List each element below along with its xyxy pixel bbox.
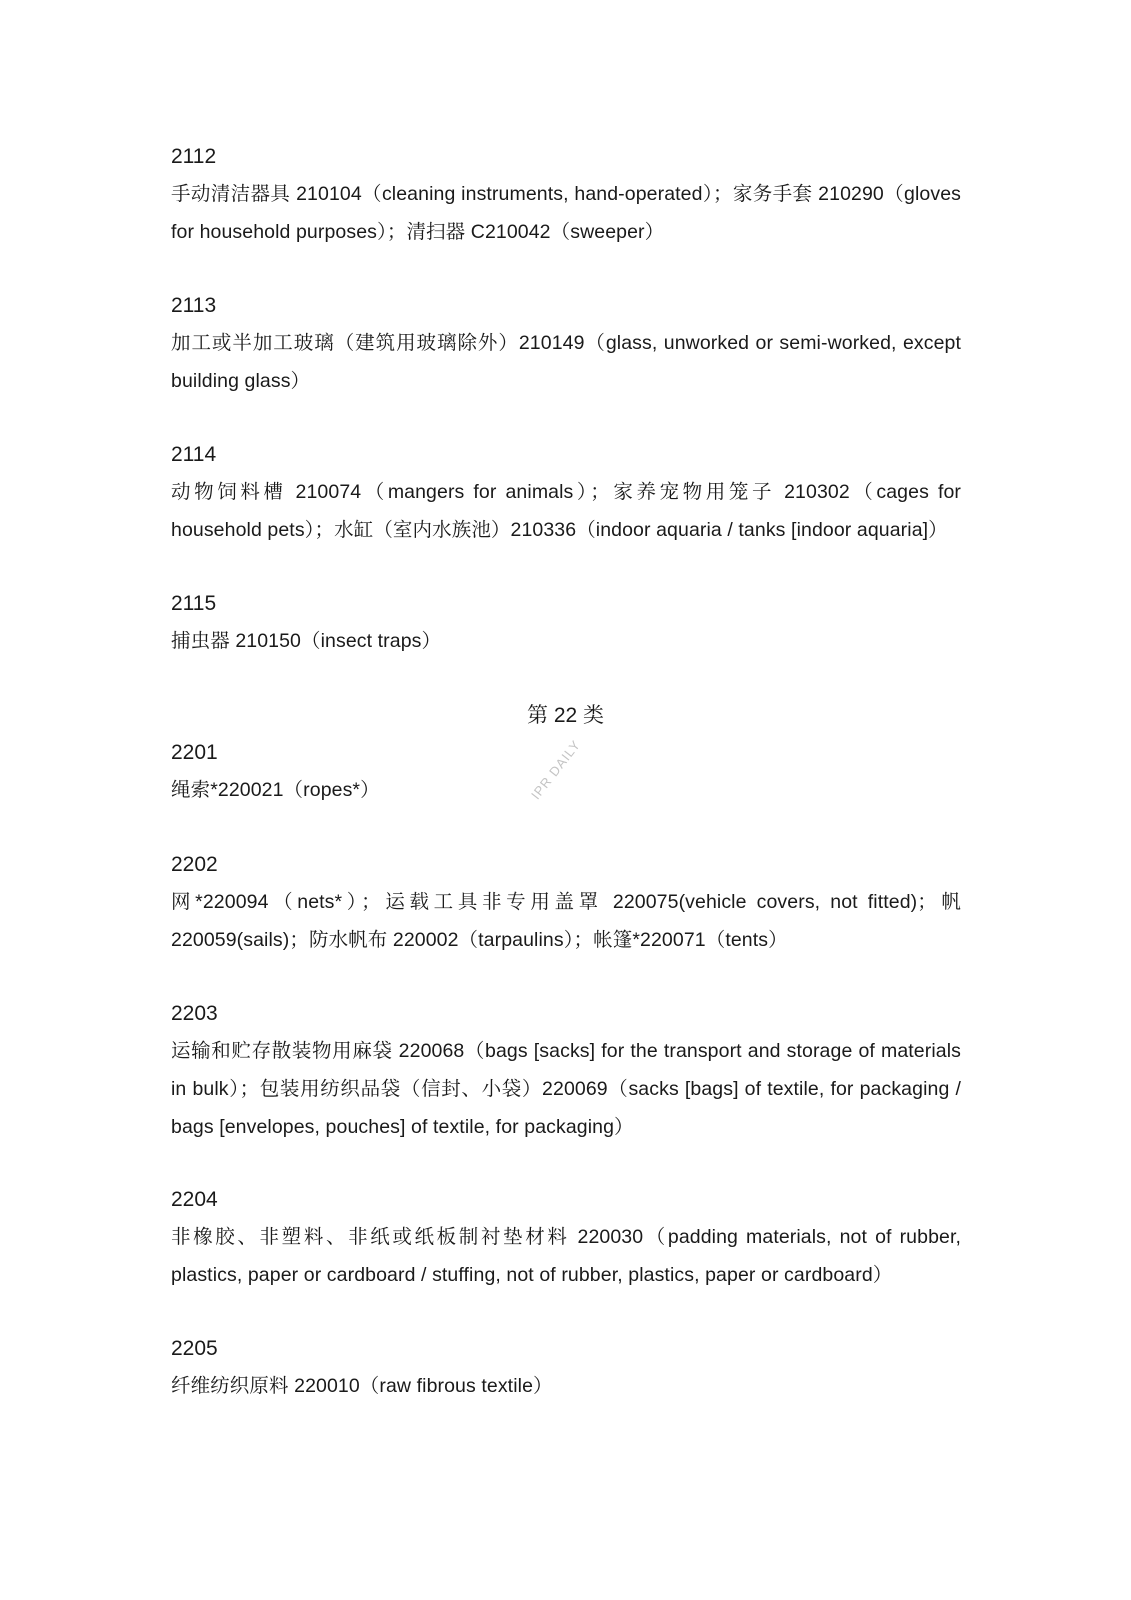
subgroup-items: 网*220094（nets*）；运载工具非专用盖罩 220075(vehicle covers, not fitted)；帆 220059(sails)；防水帆布 220002（tarpaulins）；帐篷*220071（tents） xyxy=(171,891,961,951)
subgroup-code: 2203 xyxy=(171,1002,218,1025)
subgroup-items: 纤维纺织原料 220010（raw fibrous textile） xyxy=(171,1375,553,1397)
subgroup-items: 动物饲料槽 210074（mangers for animals）；家养宠物用笼子 210302（cages for household pets）；水缸（室内水族池）210336（indoor aquaria / tanks [indoor aquaria]） xyxy=(171,481,961,541)
subgroup-code: 2115 xyxy=(171,592,217,615)
subgroup-items: 手动清洁器具 210104（cleaning instruments, hand-operated）；家务手套 210290（gloves for household purposes）；清扫器 C210042（sweeper） xyxy=(171,183,961,243)
subgroup-code: 2201 xyxy=(171,741,218,764)
subgroup-items: 捕虫器 210150（insect traps） xyxy=(171,630,442,652)
subgroup-items: 加工或半加工玻璃（建筑用玻璃除外）210149（glass, unworked or semi-worked, except building glass） xyxy=(171,332,961,392)
watermark: IPR DAILY xyxy=(528,737,584,803)
subgroup-code: 2202 xyxy=(171,853,218,876)
subgroup-code: 2113 xyxy=(171,294,217,317)
subgroup-code: 2114 xyxy=(171,443,217,466)
subgroup-items: 非橡胶、非塑料、非纸或纸板制衬垫材料 220030（padding materials, not of rubber, plastics, paper or cardboard / stuffing, not of rubber, plastics, paper or cardboard） xyxy=(171,1226,961,1286)
class-heading: 第 22 类 xyxy=(526,704,605,727)
subgroup-code: 2205 xyxy=(171,1337,218,1360)
subgroup-items: 绳索*220021（ropes*） xyxy=(171,779,380,801)
subgroup-code: 2112 xyxy=(171,145,217,168)
subgroup-items: 运输和贮存散装物用麻袋 220068（bags [sacks] for the transport and storage of materials in bulk）；包装用纺织品袋（信封、小袋）220069（sacks [bags] of textile, for packaging / bags [envelopes, pouches] of textile, for packaging） xyxy=(171,1040,961,1138)
subgroup-code: 2204 xyxy=(171,1188,218,1211)
